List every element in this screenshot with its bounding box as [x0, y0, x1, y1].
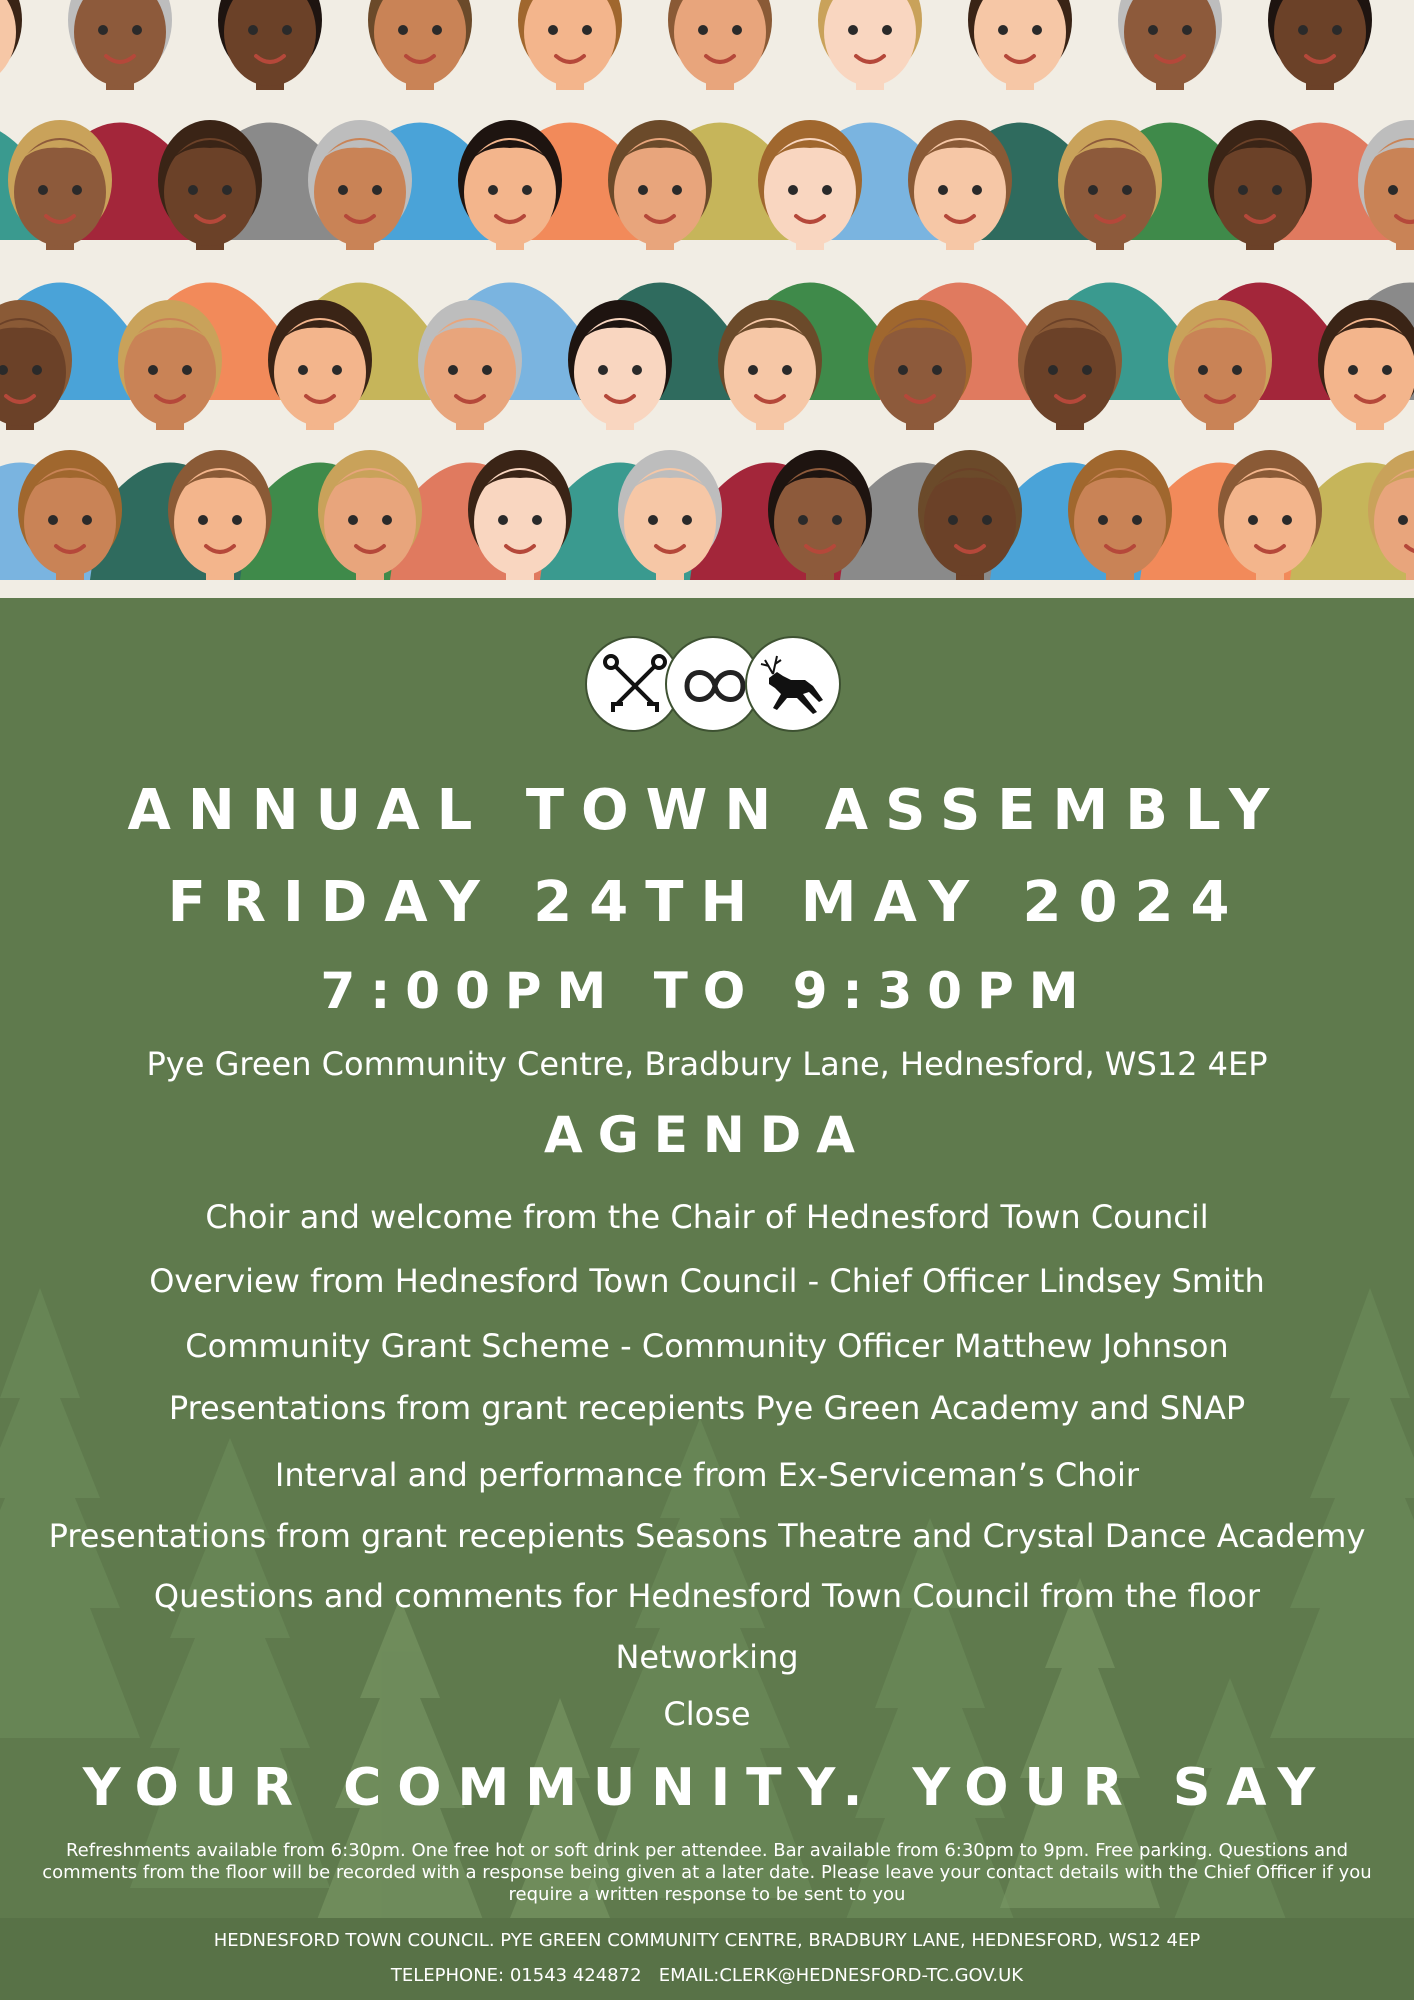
agenda-heading: AGENDA: [544, 1106, 870, 1164]
event-title: ANNUAL TOWN ASSEMBLY: [127, 778, 1287, 843]
footer: [0, 1918, 1414, 2000]
event-date: FRIDAY 24TH MAY 2024: [167, 870, 1247, 935]
footer-contact: TELEPHONE: 01543 424872 EMAIL:CLERK@HEDNESFORD-TC.GOV.UK: [390, 1965, 1024, 1986]
hero-crowd-illustration: [0, 0, 1414, 598]
agenda-item: Community Grant Scheme - Community Officer Matthew Johnson: [185, 1327, 1229, 1365]
agenda-item: Presentations from grant recepients Seasons Theatre and Crystal Dance Academy: [48, 1517, 1366, 1555]
agenda-item: Presentations from grant recepients Pye Green Academy and SNAP: [168, 1389, 1246, 1427]
agenda-item: Networking: [615, 1638, 799, 1676]
event-notes: Refreshments available from 6:30pm. One free hot or soft drink per attendee. Bar available from 6:30pm to 9pm. Free parking. Questions and comments from the floor will be recorded with a response being given at a later date. Please leave your contact details with the Chief Officer if you require a written response to be sent to you: [42, 1840, 1372, 1905]
slogan: YOUR COMMUNITY. YOUR SAY: [82, 1758, 1332, 1818]
content-panel: [0, 598, 1414, 2000]
council-logos: [585, 636, 845, 736]
agenda-item: Interval and performance from Ex-Serviceman’s Choir: [274, 1456, 1140, 1494]
agenda-item: Questions and comments for Hednesford Town Council from the floor: [153, 1577, 1261, 1615]
agenda-item: Overview from Hednesford Town Council - Chief Officer Lindsey Smith: [149, 1262, 1265, 1300]
footer-address: HEDNESFORD TOWN COUNCIL. PYE GREEN COMMUNITY CENTRE, BRADBURY LANE, HEDNESFORD, WS12 4EP: [213, 1930, 1201, 1951]
agenda-item: Close: [663, 1695, 751, 1733]
event-location: Pye Green Community Centre, Bradbury Lane, Hednesford, WS12 4EP: [146, 1045, 1268, 1083]
event-time: 7:00PM TO 9:30PM: [320, 962, 1094, 1020]
leaping-deer-icon: [745, 636, 841, 732]
agenda-item: Choir and welcome from the Chair of Hednesford Town Council: [205, 1198, 1209, 1236]
